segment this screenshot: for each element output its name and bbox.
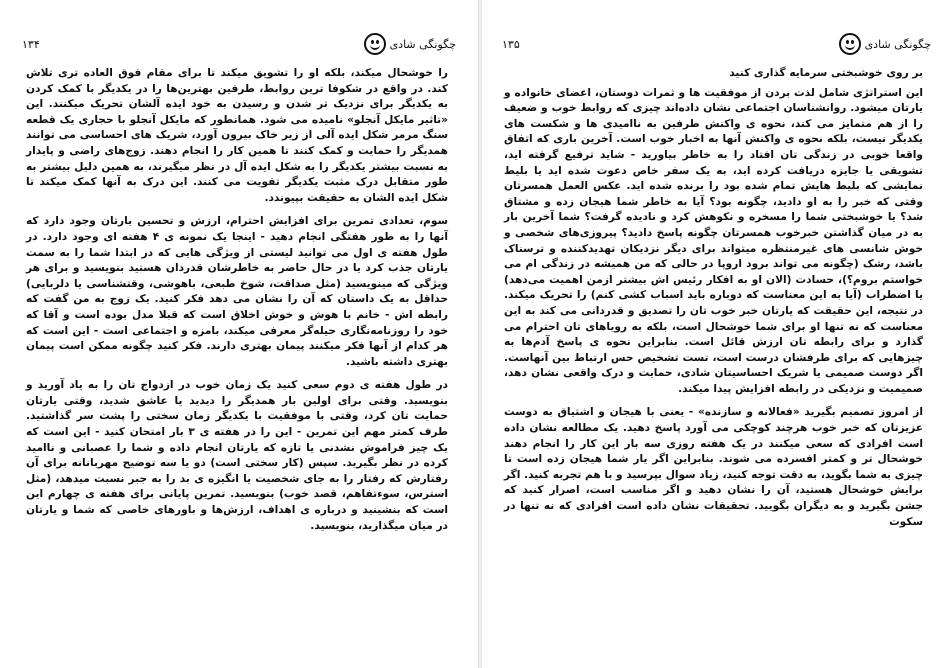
paragraph: از امروز تصمیم بگیرید «فعالانه و سازنده» - یعنی با هیجان و اشتیاق به دوست عزیزتان که خبر خوب هرچند کوچکی می آورد پاسخ دهید. یک مطالعه نشان داده است افرادی که سعی میکنند در یک هفته روزی سه بار این کار را انجام دهند خوشحال تر و کمتر افسرده می شوند. بنابراین اگر یار شما هیجان زده است تا چیزی به شما بگوید، به دقت توجه کنید، زیاد سوال بپرسید و با هم تجربه کنید. اگر برایش خوشحال هستید، آن را نشان دهید و اگر مناسب است، اصرار کنید که جشن بگیرید و به دیگران بگویید. تحقیقات نشان داده است افرادی که نه تنها در سکوت	[504, 406, 923, 528]
paragraph: در طول هفته ی دوم سعی کنید یک زمان خوب در ازدواج تان را به یاد آورید و بنویسید. وقتی برای اولین بار همدیگر را دیدید یا عاشق شدید، وقتی یارتان حمایت تان کرد، وقتی با موفقیت با یکدیگر زمان سختی را پشت سر گذاشتید. طرف کمتر مهم این تمرین - این را در هفته ی ۳ بار امتحان کنید - این است که یک چیز فراموش نشدنی یا تازه که یارتان انجام داده و شما را عصبانی و ناامید کرده در نظر بگیرید. سپس (کار سختی است) دو یا سه توضیح مهربانانه برای آن رفتارش که رفتار را به جای شخصیت یا انگیزه ی بد را به جبر نسبت میدهد، (مثل استرس، سوءتفاهم، قصد خوب) بنویسید. تمرین پایانی برای هفته ی چهارم این است که بنشینید و درباره ی اهداف، ارزش‌ها و باورهای خاصی که شما و یارتان در میان میگذارید، بنویسید.	[26, 379, 449, 532]
left-page-number: ۱۳۴	[22, 37, 40, 51]
left-page-header	[22, 30, 456, 58]
smiley-icon	[839, 33, 861, 55]
section-heading: بر روی خوشبختی سرمایه گذاری کنید	[729, 67, 923, 79]
paragraph: را خوشحال میکند، بلکه او را تشویق میکند تا برای مقام فوق العاده تری تلاش کند. در واقع در شکوفا ترین روابط، طرفین بهترین‌ها را در یکدیگر با کمک کردن به یکدیگر برای نزدیک تر شدن و رسیدن به خود ایده آلشان تحریک میکنند. این «تاثیر مایکل آنجلو» نامیده می شود. همانطور که مایکل آنجلو با حجاری یک قطعه سنگ مرمر شکل ایده آلی از زیر خاک بیرون آورد، شریک های احساسی می توانند همدیگر را حمایت و کمک کنند تا همین کار را انجام دهند. زوج‌های راضی و پایدار به نسبت بیشتر یکدیگر را به شکل ایده آل در نظر میگیرند، به همین دلیل بیشتر به طور متقابل درک مثبت یکدیگر تقویت می کنند. این درک به آنها کمک میکند تا شکل ایده الشان به حقیقت بپیوندد.	[26, 67, 448, 204]
book-title: چگونگی شادی	[389, 37, 456, 51]
right-page-number: ۱۳۵	[502, 37, 520, 51]
left-running-title	[364, 33, 456, 55]
book-title: چگونگی شادی	[864, 37, 931, 51]
right-page-body	[504, 66, 923, 538]
right-page-header	[502, 30, 931, 58]
smiley-icon	[364, 33, 386, 55]
paragraph: این استراتژی شامل لذت بردن از موفقیت ها و ثمرات دوستان، اعضای خانواده و یارتان میشود. روانشناسان اجتماعی نشان داده‌اند چیزی که روابط خوب و ضعیف را از هم متمایز می کند، نحوه ی واکنش طرفین به ناامیدی ها و شکست های یکدیگر نیست، بلکه نحوه ی واکنش آنها به اخبار خوب است. آخرین باری که اتفاق واقعا خوبی در زندگی تان افتاد را به خاطر بیاورید - شاید ترفیع گرفته اید، تشویقی یا جایزه دریافت کرده اید، به یک سفر خاص دعوت شده اید یا بلیط نمایشی که بلیط هایش تمام شده بود را برنده شده اید. عکس العمل همسرتان وقتی که خبر را به او دادید، چگونه بود؟ آیا به خاطر شما هیجان زده و مشتاق شد؟ یا خوشبختی شما را مسخره و نکوهش کرد و نادیده گرفت؟ شما آخرین بار به در میان گذاشتن خبرخوب همسرتان چگونه پاسخ دادید؟ پیروزی‌های شخصی و خوش شانسی های غیرمنتظره میتواند برای دیگر نزدیکان تهدیدکننده و ترسناک باشد، رشک (چگونه می تواند برود اروپا در حالی که من همیشه در زندگی ام می خواستم بروم؟)، حسادت (الان او به افکار رئیس اش بیشتر ازمن اهمیت می‌دهد) یا اضطراب (آیا به این معناست که دوباره باید اسباب کشی کنم) را تحریک میکند. در نتیجه، این حقیقت که یارتان خبر خوب تان را تصدیق و قدردانی می کند به این معناست که نه تنها او برای شما خوشحال است، بلکه به رویاهای تان احترام می گذارد و برای رابطه تان ارزش قائل است. بنابراین نحوه ی پاسخ آدم‌ها به چیزهایی که برای طرفشان درست است، تست تشخیص حس ارتباط بین آنهاست. اگر دوست صمیمی یا شریک احساسیتان شادی، حمایت و درک واقعی نشان دهد، صمیمیت و نزدیکی در رابطه افزایش پیدا میکند.	[504, 86, 923, 395]
left-page-body	[26, 66, 448, 542]
right-page	[482, 0, 951, 668]
right-running-title	[839, 33, 931, 55]
paragraph: سوم، تعدادی تمرین برای افزایش احترام، ارزش و تحسین یارتان وجود دارد که آنها را به طور هفتگی انجام دهید - اینجا یک نمونه ی ۴ هفته ای وجود دارد. در طول هفته ی اول می توانید لیستی از ویژگی هایی که در ابتدا شما را به سمت یارتان جذب کرد یا در حال حاضر به خاطرشان قدردان هستید بنویسید و برای هر ویژگی که مینویسید (مثل صداقت، شوخ طبعی، باهوشی، وقتشناسی یا دلربایی) حداقل به یک داستان که آن را نشان می دهد فکر کنید. یک زوج به من گفت که رابطه اش - خانم با هوش و خوش اخلاق است که قبلا مدل بوده است و آقا که خود را روزنامه‌نگاری حیله‌گر معرفی میکند، بامزه و اجتماعی است - این است که هر کدام از آنها فکر میکنند پیمان بهتری دارند. فکر کنید چگونه ممکن است پیمان بهتری داشته باشید.	[26, 215, 448, 368]
